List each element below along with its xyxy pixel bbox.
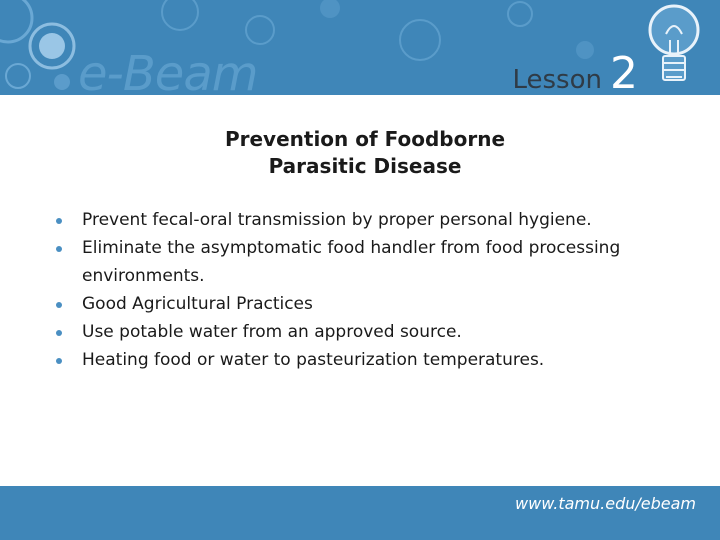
list-item	[56, 206, 676, 234]
list-item	[56, 290, 676, 318]
bullet-list	[56, 206, 676, 374]
bullet-dot-icon	[56, 246, 62, 252]
bullet-text: Eliminate the asymptomatic food handler from food processing environments.	[82, 238, 621, 286]
lesson-label: Lesson	[512, 65, 602, 95]
slide-title-line2: Parasitic Disease	[268, 154, 462, 178]
slide-title	[0, 126, 720, 180]
list-item	[56, 234, 676, 290]
list-item	[56, 346, 676, 374]
lesson-number: 2	[610, 48, 638, 95]
bullet-dot-icon	[56, 302, 62, 308]
slide-title-line1: Prevention of Foodborne	[224, 127, 506, 151]
lightbulb-icon	[636, 0, 712, 95]
bullet-dot-icon	[56, 218, 62, 224]
lesson-indicator	[512, 48, 638, 95]
list-item	[56, 318, 676, 346]
bullet-dot-icon	[56, 330, 62, 336]
bullet-dot-icon	[56, 358, 62, 364]
ebeam-logo: e-Beam	[78, 46, 258, 95]
bullet-text: Good Agricultural Practices	[82, 294, 313, 314]
footer-url-link[interactable]: www.tamu.edu/ebeam	[515, 494, 696, 513]
bullet-text: Heating food or water to pasteurization temperatures.	[82, 350, 545, 370]
header-banner	[0, 0, 720, 95]
footer-bar	[0, 486, 720, 540]
bullet-text: Prevent fecal-oral transmission by proper personal hygiene.	[82, 210, 592, 230]
bullet-text: Use potable water from an approved source.	[82, 322, 462, 342]
